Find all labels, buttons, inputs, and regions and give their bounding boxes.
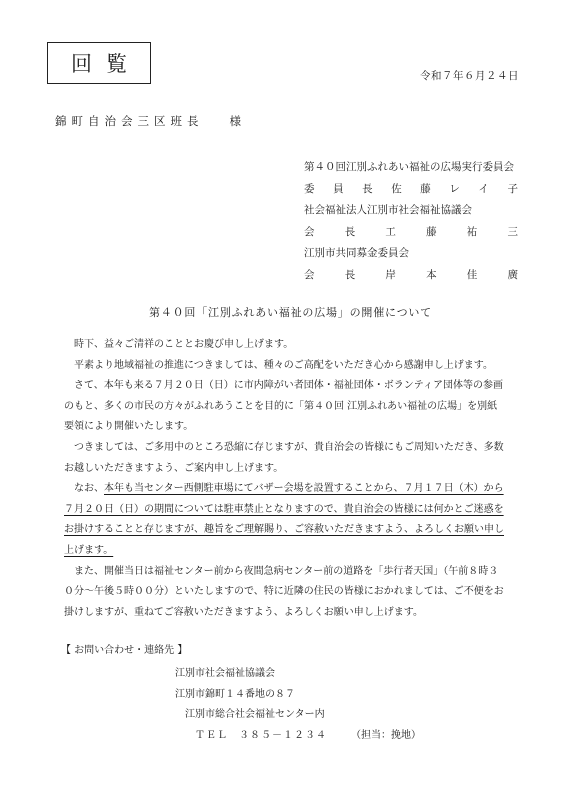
body-line xyxy=(64,459,534,480)
sender-name-char: 本 xyxy=(426,268,437,281)
body-line xyxy=(64,438,534,459)
sender-name-char: イ xyxy=(478,182,489,195)
underlined-text: ７月２０日（日）の期間については駐車禁止となりますので、貴自治会の皆様には何かとご迷惑を xyxy=(64,503,504,515)
sender-role-char: 長 xyxy=(344,268,356,281)
body-text: 時下、益々ご清祥のこととお慶び申し上げます。 xyxy=(64,339,294,350)
addressee-name: 錦町自治会三区班長 xyxy=(55,114,204,128)
contact-person: （担当：挽地） xyxy=(351,730,421,741)
document-title: 第４０回「江別ふれあい福祉の広場」の開催について xyxy=(149,306,432,319)
contact-tel: ＴＥＬ ３８５－１２３４ xyxy=(195,730,327,741)
contact-address: 江別市錦町１４番地の８７ xyxy=(175,689,295,700)
underlined-text: 本年も当センター西側駐車場にてバザー会場を設置することから、７月１７日（木）から xyxy=(104,483,504,495)
underlined-text: お掛けすることと存じますが、趣旨をご理解賜り、ご容赦いただきますよう、よろしくお願い申し xyxy=(64,524,504,536)
body-line xyxy=(64,376,534,397)
body-text: ０分～午後５時００分）といたしますので、特に近隣の住民の皆様におかれましては、ご不便をお xyxy=(64,586,504,598)
sender-line xyxy=(304,200,518,222)
sender-line xyxy=(304,157,518,179)
sender-role-char: 会 xyxy=(304,268,315,281)
body-text: つきましては、ご多用中のところ恐縮に存じますが、貴自治会の皆様にもご周知いただき、多数 xyxy=(64,441,504,453)
body-line xyxy=(64,500,534,521)
contact-building: 江別市総合社会福祉センター内 xyxy=(185,709,325,720)
circular-stamp-box xyxy=(47,42,151,84)
sender-line xyxy=(304,243,518,265)
sender-name-char: 佳 xyxy=(466,268,478,281)
document-date: 令和７年６月２４日 xyxy=(420,70,519,82)
sender-name-char: 廣 xyxy=(507,268,518,281)
body-text: また、開催当日は福祉センター前から夜間急病センター前の道路を「歩行者天国」（午前８時３ xyxy=(64,565,499,577)
body-line xyxy=(64,562,534,583)
circular-label: 回覧 xyxy=(71,52,141,76)
body-line xyxy=(64,603,534,624)
sender-name-char: 三 xyxy=(507,225,518,238)
body-text: 掛けしますが、重ねてご容赦いただきますよう、よろしくお願い申し上げます。 xyxy=(64,606,423,618)
contact-org: 江別市社会福祉協議会 xyxy=(175,668,275,679)
body-line xyxy=(64,541,534,562)
body-line xyxy=(64,479,534,500)
body-text: お越しいただきますよう、ご案内申し上げます。 xyxy=(64,462,284,474)
sender-name-char: 藤 xyxy=(420,182,431,195)
addressee-honorific: 様 xyxy=(229,114,246,128)
sender-role-char: 長 xyxy=(344,225,356,238)
sender-role-char: 会 xyxy=(304,225,315,238)
body-line xyxy=(64,582,534,603)
body-text: のもと、多くの市民の方々がふれあうことを目的に「第４０回 江別ふれあい福祉の広場」を別紙 xyxy=(64,400,498,412)
sender-role-char: 委 xyxy=(304,182,315,195)
body-line xyxy=(64,356,534,377)
body-line xyxy=(64,417,534,438)
sender-role-char: 員 xyxy=(333,182,344,195)
addressee xyxy=(55,113,246,129)
contact-heading: 【 お問い合わせ・連絡先 】 xyxy=(61,645,188,656)
body-line xyxy=(64,520,534,541)
body-text: さて、本年も来る７月２０日（日）に市内障がい者団体・福祉団体・ボランティア団体等の参画 xyxy=(64,380,503,392)
sender-text: 第４０回江別ふれあい福祉の広場実行委員会 xyxy=(304,161,514,173)
body-text: 要領により開催いたします。 xyxy=(64,421,194,433)
sender-name-char: レ xyxy=(449,182,460,195)
sender-name-char: 祐 xyxy=(466,225,478,238)
contact-block xyxy=(61,641,421,741)
sender-line xyxy=(304,222,518,244)
underlined-text: 上げます。 xyxy=(64,544,114,556)
sender-name-char: 岸 xyxy=(385,268,396,281)
sender-name-char: 子 xyxy=(507,182,518,195)
sender-text: 江別市共同募金委員会 xyxy=(304,247,409,259)
sender-line xyxy=(304,179,518,201)
sender-name-char: 藤 xyxy=(426,225,437,238)
document-body xyxy=(64,335,534,623)
sender-name-char: 佐 xyxy=(391,182,402,195)
body-text: 平素より地域福祉の推進につきましては、種々のご高配をいただき心から感謝申し上げます。 xyxy=(64,359,493,371)
sender-role-char: 長 xyxy=(362,182,373,195)
sender-name-char: 工 xyxy=(385,225,396,238)
sender-line xyxy=(304,265,518,287)
sender-text: 社会福祉法人江別市社会福祉協議会 xyxy=(304,204,472,216)
body-line xyxy=(64,397,534,418)
body-text: なお、 xyxy=(64,483,104,495)
body-line xyxy=(64,335,534,356)
sender-block xyxy=(304,157,518,286)
